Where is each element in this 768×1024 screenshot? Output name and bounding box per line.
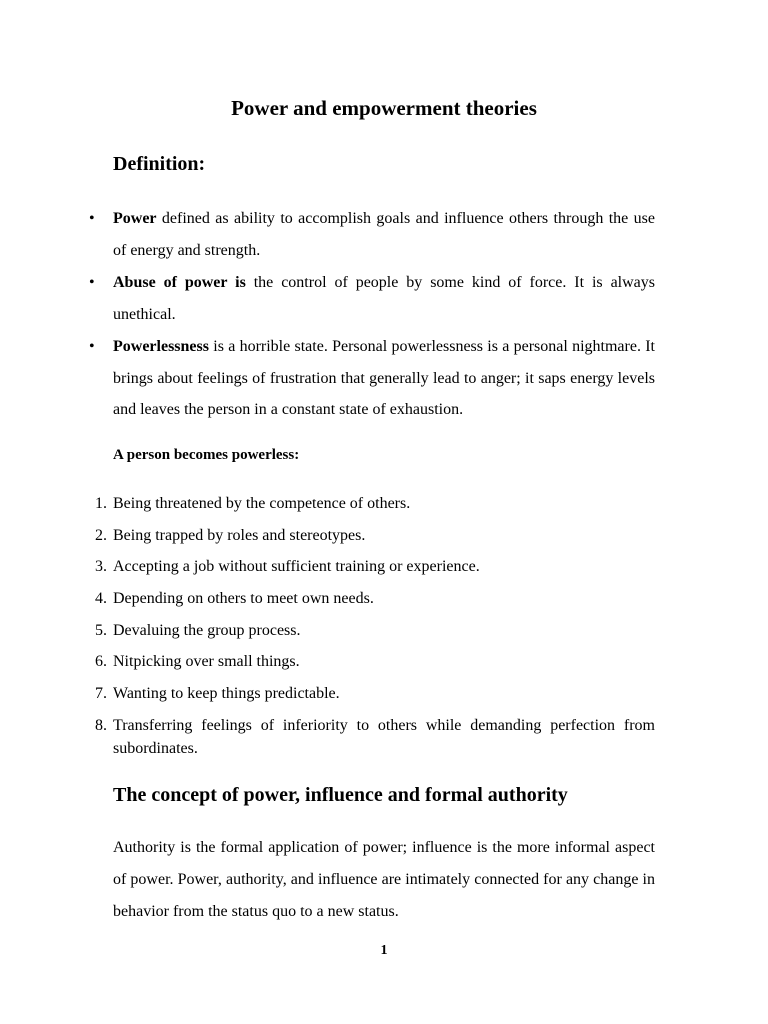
bullet-text: is a horrible state. Personal powerlessness is a personal nightmare. It brings about feelings of frustration that generally lead to anger; it saps energy levels and leaves the person in a constant state of exhaustion. xyxy=(113,338,655,418)
concept-heading: The concept of power, influence and formal authority xyxy=(113,784,568,806)
list-item xyxy=(88,492,655,516)
definition-heading: Definition: xyxy=(113,153,206,175)
list-item xyxy=(88,619,655,643)
list-item xyxy=(88,682,655,706)
list-item xyxy=(88,587,655,611)
bullet-icon: • xyxy=(89,210,95,227)
list-number: 8. xyxy=(95,716,107,734)
powerless-numbered-list xyxy=(88,492,655,769)
list-item xyxy=(88,650,655,674)
concept-paragraph: Authority is the formal application of power; influence is the more informal aspect of power. Power, authority, and influence are intimately connected for any change in behavior from the status quo to a new status. xyxy=(113,839,655,920)
list-number: 6. xyxy=(95,653,107,671)
bullet-icon: • xyxy=(89,274,95,291)
bullet-text: defined as ability to accomplish goals and influence others through the use of energy and strength. xyxy=(113,210,655,259)
list-item-text: Nitpicking over small things. xyxy=(113,653,300,671)
list-item xyxy=(88,555,655,579)
list-item-text: Depending on others to meet own needs. xyxy=(113,590,374,608)
page-number: 1 xyxy=(380,943,388,958)
bullet-item-abuse-of-power xyxy=(88,267,655,330)
list-number: 3. xyxy=(95,558,107,576)
list-number: 5. xyxy=(95,621,107,639)
bullet-term: Power xyxy=(113,210,157,227)
powerless-heading: A person becomes powerless: xyxy=(113,447,300,463)
list-number: 1. xyxy=(95,495,107,512)
page-title: Power and empowerment theories xyxy=(231,96,537,120)
bullet-icon: • xyxy=(89,338,95,355)
list-number: 7. xyxy=(95,685,107,703)
bullet-term: Abuse of power is xyxy=(113,274,246,291)
list-item-text: Being trapped by roles and stereotypes. xyxy=(113,526,366,544)
bullet-item-power xyxy=(88,203,655,266)
list-item xyxy=(88,714,655,761)
bullet-term: Powerlessness xyxy=(113,338,209,355)
definition-bullet-list xyxy=(88,203,655,427)
list-item-text: Accepting a job without sufficient training or experience. xyxy=(113,558,480,576)
bullet-text: the control of people by some kind of force. It is always unethical. xyxy=(113,274,655,323)
bullet-item-powerlessness xyxy=(88,331,655,426)
list-number: 4. xyxy=(95,590,107,608)
list-item xyxy=(88,524,655,548)
list-item-text: Devaluing the group process. xyxy=(113,621,301,639)
list-item-text: Wanting to keep things predictable. xyxy=(113,685,340,703)
list-number: 2. xyxy=(95,526,107,544)
list-item-text: Being threatened by the competence of others. xyxy=(113,495,411,512)
list-item-text: Transferring feelings of inferiority to others while demanding perfection from subordinates. xyxy=(113,716,655,758)
